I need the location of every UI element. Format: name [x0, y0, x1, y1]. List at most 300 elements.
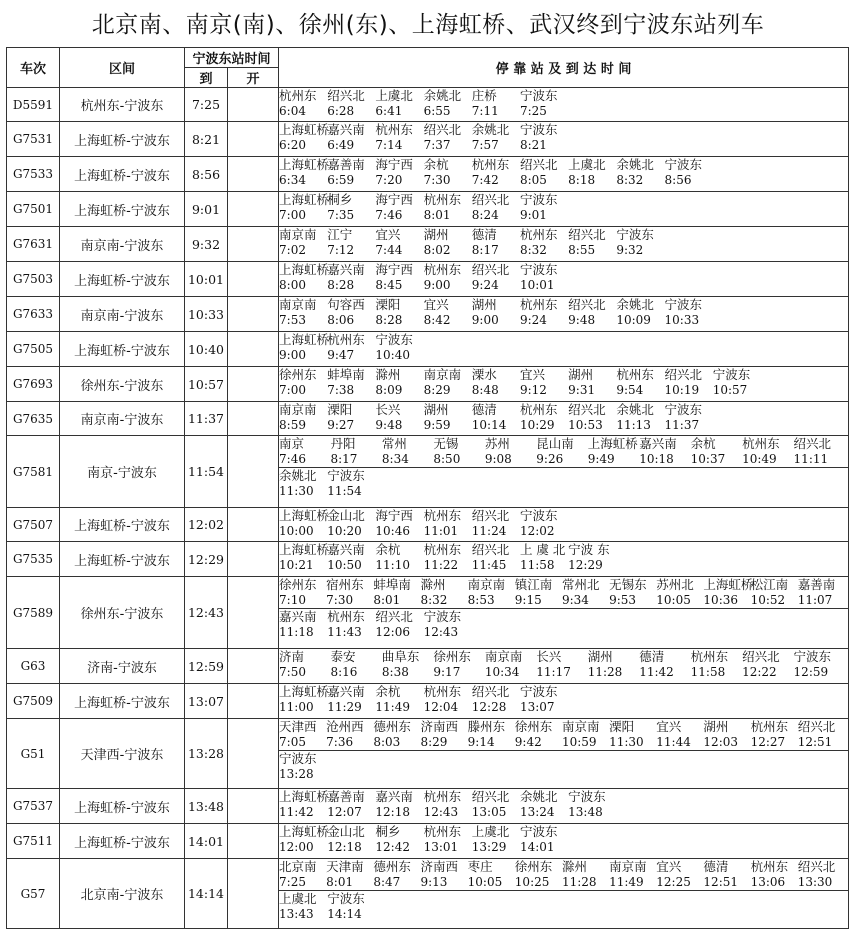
times-line [279, 665, 848, 681]
station-name: 上虞北 [375, 88, 413, 103]
train-number: G7631 [7, 227, 60, 262]
station-name: 杭州东 [327, 332, 365, 347]
train-number: G7531 [7, 122, 60, 157]
table-row [7, 192, 849, 227]
station-time: 6:28 [327, 103, 355, 118]
station-name: 余姚北 [616, 402, 654, 417]
station-time: 8:17 [471, 242, 499, 257]
station-name: 北京南 [279, 859, 317, 874]
table-row [7, 402, 849, 436]
station-time: 13:07 [519, 699, 555, 714]
arrive-time: 10:01 [185, 262, 228, 297]
station-name: 上海虹桥 [279, 824, 330, 839]
arrive-time: 12:59 [185, 649, 228, 684]
table-row [7, 789, 849, 824]
table-row [7, 332, 849, 367]
stops-cell [279, 719, 849, 789]
station-time: 8:28 [375, 312, 403, 327]
station-time: 9:49 [587, 451, 615, 466]
station-time: 13:48 [568, 804, 603, 819]
station-time: 12:07 [327, 804, 362, 819]
station-time: 12:28 [471, 699, 507, 714]
station-name: 德清 [703, 859, 729, 874]
station-time: 14:14 [327, 906, 362, 921]
station-name: 宜兴 [656, 859, 682, 874]
stations-line [279, 609, 848, 625]
station-name: 海宁西 [375, 262, 413, 277]
station-time: 7:36 [326, 734, 354, 749]
station-time: 12:06 [375, 624, 410, 639]
train-number: G7693 [7, 367, 60, 402]
station-name: 余杭 [690, 436, 716, 451]
times-line [279, 875, 848, 891]
station-name: 上虞北 [279, 891, 317, 906]
arrive-time: 14:14 [185, 859, 228, 929]
train-range: 上海虹桥-宁波东 [60, 122, 185, 157]
station-name: 南京南 [423, 367, 462, 382]
train-number: G7511 [7, 824, 60, 859]
station-time: 12:18 [375, 804, 410, 819]
station-name: 杭州东 [750, 719, 789, 734]
stations-line [279, 468, 848, 484]
station-time: 10:05 [467, 874, 503, 889]
station-time: 10:36 [703, 592, 739, 607]
stops-segment [279, 157, 848, 188]
times-line [279, 625, 848, 641]
arrive-time: 10:57 [185, 367, 228, 402]
arrive-time: 14:01 [185, 824, 228, 859]
station-time: 8:16 [330, 664, 358, 679]
station-name: 无锡 [433, 436, 459, 451]
table-row [7, 297, 849, 332]
train-number: G7509 [7, 684, 60, 719]
station-name: 嘉善南 [327, 157, 365, 172]
station-time: 12:25 [656, 874, 691, 889]
station-time: 8:01 [423, 207, 451, 222]
stations-line [279, 891, 848, 907]
station-time: 10:50 [327, 557, 362, 572]
table-row [7, 649, 849, 684]
stations-line [279, 192, 848, 208]
stops-cell [279, 436, 849, 508]
train-range: 上海虹桥-宁波东 [60, 192, 185, 227]
station-name: 宁波东 [568, 789, 606, 804]
stops-cell [279, 542, 849, 577]
arrive-time: 12:43 [185, 577, 228, 649]
station-time: 11:07 [797, 592, 833, 607]
stops-segment [279, 227, 848, 258]
station-name: 杭州东 [690, 649, 729, 664]
arrive-time: 13:48 [185, 789, 228, 824]
stops-cell [279, 122, 849, 157]
stations-line [279, 719, 848, 735]
stops-cell [279, 262, 849, 297]
stations-line [279, 297, 848, 313]
times-line [279, 383, 848, 399]
station-name: 杭州东 [423, 789, 462, 804]
depart-time [228, 332, 279, 367]
times-line [279, 208, 848, 224]
stations-line [279, 262, 848, 278]
station-name: 曲阜东 [381, 649, 420, 664]
stations-line [279, 436, 848, 452]
station-name: 杭州东 [423, 684, 462, 699]
station-name: 宁波东 [519, 262, 558, 277]
station-time: 9:54 [616, 382, 644, 397]
station-name: 蚌埠南 [373, 577, 411, 592]
station-time: 9:48 [375, 417, 403, 432]
train-number: G7635 [7, 402, 60, 436]
header-range: 区间 [60, 48, 185, 88]
station-time: 7:50 [279, 664, 306, 679]
station-time: 7:02 [279, 242, 306, 257]
times-line [279, 735, 848, 751]
times-line [279, 767, 848, 783]
station-time: 12:59 [793, 664, 829, 679]
train-number: G7589 [7, 577, 60, 649]
stops-segment [279, 719, 848, 750]
station-time: 9:53 [609, 592, 637, 607]
station-time: 10:00 [279, 523, 314, 538]
station-time: 8:50 [433, 451, 461, 466]
stations-line [279, 751, 848, 767]
station-name: 杭州东 [375, 122, 413, 137]
arrive-time: 12:29 [185, 542, 228, 577]
train-range: 天津西-宁波东 [60, 719, 185, 789]
station-name: 杭州东 [423, 262, 462, 277]
station-name: 宁波东 [519, 508, 558, 523]
station-time: 10:05 [656, 592, 691, 607]
station-time: 11:10 [375, 557, 410, 572]
times-line [279, 593, 848, 609]
station-time: 10:37 [690, 451, 726, 466]
station-name: 徐州东 [279, 367, 317, 382]
station-time: 12:51 [703, 874, 739, 889]
station-name: 嘉善南 [327, 789, 365, 804]
stops-segment [279, 859, 848, 890]
depart-time [228, 719, 279, 789]
station-time: 7:38 [327, 382, 355, 397]
depart-time [228, 88, 279, 122]
station-name: 宁波东 [327, 891, 365, 906]
station-time: 11:44 [656, 734, 691, 749]
station-time: 9:00 [423, 277, 451, 292]
station-time: 7:25 [279, 874, 306, 889]
station-time: 9:32 [616, 242, 644, 257]
station-name: 苏州北 [656, 577, 694, 592]
station-time: 10:49 [742, 451, 777, 466]
station-time: 13:06 [750, 874, 786, 889]
train-range: 上海虹桥-宁波东 [60, 824, 185, 859]
station-name: 余杭 [423, 157, 449, 172]
station-name: 上海虹桥 [279, 332, 330, 347]
page-title: 北京南、南京(南)、徐州(东)、上海虹桥、武汉终到宁波东站列车 [91, 12, 765, 38]
table-row [7, 577, 849, 649]
station-time: 11:28 [561, 874, 597, 889]
station-name: 余姚北 [471, 122, 510, 137]
station-time: 7:37 [423, 137, 451, 152]
depart-time [228, 122, 279, 157]
depart-time [228, 649, 279, 684]
station-name: 余姚北 [279, 468, 317, 483]
station-name: 余杭 [375, 542, 401, 557]
station-name: 绍兴北 [797, 719, 836, 734]
station-time: 10:18 [639, 451, 674, 466]
stops-segment [279, 367, 848, 398]
station-time: 10:01 [519, 277, 555, 292]
station-name: 济南西 [420, 719, 458, 734]
station-time: 9:26 [536, 451, 564, 466]
station-time: 9:27 [327, 417, 355, 432]
station-time: 8:42 [423, 312, 451, 327]
station-name: 余姚北 [616, 297, 654, 312]
station-name: 上海虹桥 [279, 542, 330, 557]
depart-time [228, 192, 279, 227]
station-name: 滁州 [375, 367, 401, 382]
stops-segment [279, 192, 848, 223]
station-name: 海宁西 [375, 508, 413, 523]
stops-segment [279, 890, 848, 922]
station-name: 宁波东 [712, 367, 751, 382]
station-time: 8:56 [664, 172, 692, 187]
station-time: 7:10 [279, 592, 306, 607]
times-line [279, 558, 848, 574]
station-name: 上海虹桥 [279, 192, 330, 207]
station-name: 宜兴 [656, 719, 682, 734]
station-name: 溧水 [471, 367, 497, 382]
station-time: 8:05 [519, 172, 547, 187]
train-range: 南京南-宁波东 [60, 402, 185, 436]
station-name: 桐乡 [327, 192, 353, 207]
arrive-time: 9:01 [185, 192, 228, 227]
station-time: 8:45 [375, 277, 403, 292]
station-time: 12:51 [797, 734, 833, 749]
station-name: 杭州东 [616, 367, 654, 382]
station-time: 10:19 [664, 382, 700, 397]
station-time: 8:01 [326, 874, 354, 889]
station-name: 湖州 [423, 402, 449, 417]
arrive-time: 10:40 [185, 332, 228, 367]
station-time: 8:29 [423, 382, 451, 397]
station-time: 8:18 [568, 172, 596, 187]
stations-line [279, 789, 848, 805]
station-time: 8:53 [467, 592, 495, 607]
stops-segment [279, 297, 848, 328]
stops-segment [279, 750, 848, 782]
train-range: 上海虹桥-宁波东 [60, 789, 185, 824]
station-time: 8:55 [568, 242, 596, 257]
station-time: 6:20 [279, 137, 306, 152]
station-time: 10:52 [750, 592, 786, 607]
station-name: 南京南 [467, 577, 506, 592]
stations-line [279, 332, 848, 348]
arrive-time: 13:28 [185, 719, 228, 789]
station-name: 桐乡 [375, 824, 401, 839]
station-name: 宁波东 [327, 468, 365, 483]
station-name: 宁波东 [519, 122, 558, 137]
station-name: 杭州东 [519, 297, 558, 312]
stops-segment [279, 402, 848, 433]
station-time: 11:58 [519, 557, 555, 572]
train-number: D5591 [7, 88, 60, 122]
station-name: 湖州 [703, 719, 729, 734]
times-line [279, 348, 848, 364]
station-name: 滁州 [420, 577, 446, 592]
station-name: 徐州东 [514, 859, 553, 874]
station-name: 南京南 [279, 297, 317, 312]
station-time: 7:46 [279, 451, 306, 466]
station-time: 10:21 [279, 557, 314, 572]
train-number: G63 [7, 649, 60, 684]
train-range: 徐州东-宁波东 [60, 577, 185, 649]
depart-time [228, 367, 279, 402]
station-time: 12:04 [423, 699, 459, 714]
station-name: 松江南 [750, 577, 789, 592]
station-name: 嘉兴南 [375, 789, 413, 804]
station-time: 11:28 [587, 664, 623, 679]
station-time: 8:38 [381, 664, 409, 679]
stops-cell [279, 88, 849, 122]
station-time: 7:20 [375, 172, 403, 187]
station-name: 余杭 [375, 684, 401, 699]
station-time: 8:17 [330, 451, 358, 466]
train-range: 北京南-宁波东 [60, 859, 185, 929]
station-time: 12:42 [375, 839, 410, 854]
stops-cell [279, 192, 849, 227]
train-range: 上海虹桥-宁波东 [60, 262, 185, 297]
station-name: 溧阳 [375, 297, 401, 312]
stops-segment [279, 789, 848, 820]
station-name: 德清 [471, 402, 497, 417]
station-time: 13:28 [279, 766, 314, 781]
times-line [279, 278, 848, 294]
station-time: 11:11 [793, 451, 829, 466]
station-time: 9:14 [467, 734, 495, 749]
stations-line [279, 824, 848, 840]
station-time: 7:00 [279, 382, 306, 397]
station-name: 绍兴北 [664, 367, 703, 382]
station-name: 南京南 [484, 649, 523, 664]
station-name: 宿州东 [326, 577, 364, 592]
station-time: 9:34 [561, 592, 589, 607]
station-name: 绍兴北 [327, 88, 365, 103]
stations-line [279, 88, 848, 104]
station-name: 上 虞 北 [519, 542, 566, 557]
station-time: 14:01 [519, 839, 555, 854]
station-name: 济南 [279, 649, 305, 664]
station-name: 湖州 [423, 227, 449, 242]
depart-time [228, 824, 279, 859]
arrive-time: 7:25 [185, 88, 228, 122]
depart-time [228, 542, 279, 577]
station-name: 上海虹桥 [279, 262, 330, 277]
station-time: 9:42 [514, 734, 542, 749]
station-time: 12:43 [423, 624, 459, 639]
station-time: 10:46 [375, 523, 410, 538]
station-time: 11:18 [279, 624, 314, 639]
station-time: 10:20 [327, 523, 362, 538]
station-name: 宁波东 [664, 157, 703, 172]
station-name: 苏州 [484, 436, 510, 451]
train-number: G7507 [7, 508, 60, 542]
station-time: 9:24 [471, 277, 499, 292]
station-time: 13:43 [279, 906, 314, 921]
station-time: 8:02 [423, 242, 451, 257]
station-name: 嘉兴南 [327, 684, 365, 699]
station-name: 金山北 [327, 824, 365, 839]
station-name: 上海虹桥 [279, 508, 330, 523]
station-time: 8:09 [375, 382, 403, 397]
station-time: 11:49 [609, 874, 644, 889]
depart-time [228, 859, 279, 929]
station-time: 9:17 [433, 664, 461, 679]
station-time: 9:12 [519, 382, 547, 397]
train-number: G7501 [7, 192, 60, 227]
train-number: G7537 [7, 789, 60, 824]
station-name: 杭州东 [423, 824, 462, 839]
station-time: 12:18 [327, 839, 362, 854]
stops-cell [279, 157, 849, 192]
station-name: 常州 [381, 436, 407, 451]
station-time: 11:43 [327, 624, 362, 639]
stops-cell [279, 824, 849, 859]
station-time: 12:02 [519, 523, 555, 538]
station-name: 溧阳 [609, 719, 635, 734]
station-name: 杭州东 [327, 609, 365, 624]
table-row [7, 508, 849, 542]
stops-segment [279, 332, 848, 363]
stops-segment [279, 824, 848, 855]
train-number: G57 [7, 859, 60, 929]
station-time: 11:13 [616, 417, 651, 432]
station-time: 10:25 [514, 874, 550, 889]
stations-line [279, 402, 848, 418]
station-name: 宜兴 [519, 367, 545, 382]
station-time: 11:22 [423, 557, 459, 572]
train-range: 上海虹桥-宁波东 [60, 332, 185, 367]
station-name: 枣庄 [467, 859, 493, 874]
station-name: 江宁 [327, 227, 353, 242]
station-name: 南京 [279, 436, 305, 451]
station-name: 天津南 [326, 859, 364, 874]
station-name: 嘉兴南 [327, 542, 365, 557]
station-time: 11:37 [664, 417, 700, 432]
stops-segment [279, 608, 848, 640]
depart-time [228, 402, 279, 436]
station-name: 德清 [639, 649, 665, 664]
station-time: 10:53 [568, 417, 603, 432]
station-name: 嘉兴南 [639, 436, 677, 451]
stops-segment [279, 577, 848, 608]
station-time: 9:47 [327, 347, 355, 362]
stops-segment [279, 542, 848, 573]
depart-time [228, 436, 279, 508]
station-name: 泰安 [330, 649, 356, 664]
station-name: 嘉兴南 [327, 262, 365, 277]
station-time: 6:49 [327, 137, 355, 152]
station-time: 8:06 [327, 312, 355, 327]
stops-segment [279, 262, 848, 293]
header-depart: 开 [228, 68, 279, 88]
station-time: 8:32 [616, 172, 644, 187]
station-name: 徐州东 [514, 719, 553, 734]
times-line [279, 907, 848, 923]
station-name: 杭州东 [519, 227, 558, 242]
station-time: 11:45 [471, 557, 507, 572]
station-time: 11:54 [327, 483, 362, 498]
table-row [7, 88, 849, 122]
table-row [7, 542, 849, 577]
